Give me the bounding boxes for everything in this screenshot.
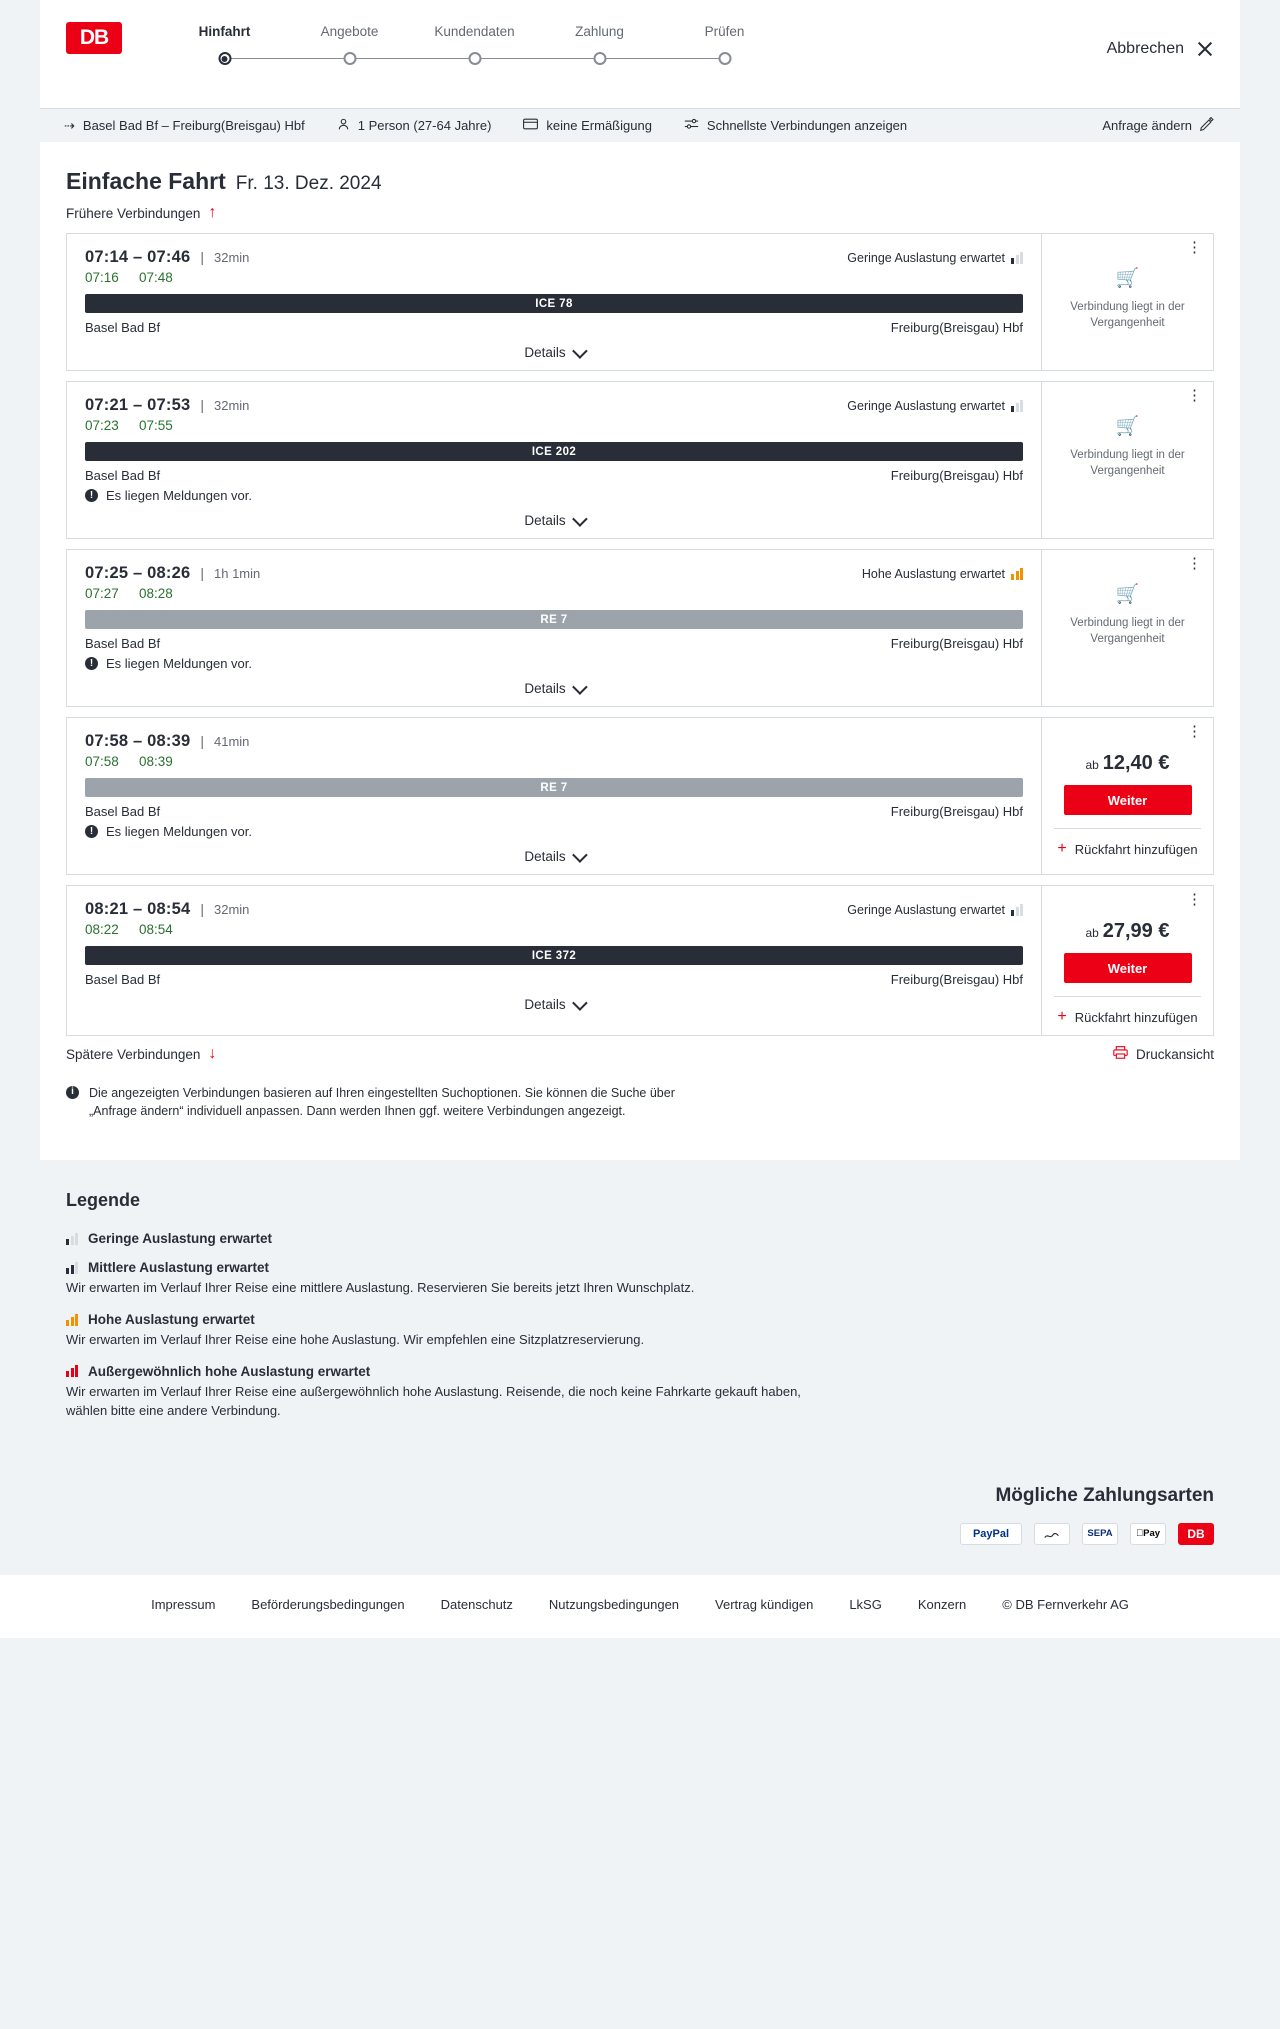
connection-details — [67, 886, 1041, 1035]
time-separator: | — [200, 249, 204, 265]
station-row — [85, 468, 1023, 483]
legend-item-label: Außergewöhnlich hohe Auslastung erwartet — [88, 1363, 371, 1379]
connection-action-panel — [1041, 718, 1213, 874]
legend-item-desc: Wir erwarten im Verlauf Ihrer Reise eine außergewöhnlich hohe Auslastung. Reisende, die noch keine Fahrkarte gekauft haben, wählen bitte eine andere Verbindung. — [66, 1383, 801, 1418]
step-dot-row — [662, 51, 787, 67]
results-bottom-row — [66, 1046, 1214, 1062]
details-label: Details — [524, 681, 566, 696]
checkout-stepper — [162, 24, 787, 67]
past-connection-text: Verbindung liegt in der Vergangenheit — [1070, 449, 1185, 477]
step-kundendaten[interactable] — [412, 24, 537, 67]
details-toggle[interactable] — [85, 345, 1023, 360]
more-options-icon[interactable]: ⋮ — [1187, 239, 1203, 256]
connection-message-label: Es liegen Meldungen vor. — [106, 824, 252, 839]
price-block — [1064, 752, 1192, 815]
departure-station: Basel Bad Bf — [85, 804, 161, 819]
summary-option-label: Schnellste Verbindungen anzeigen — [706, 118, 908, 133]
legend-section — [40, 1160, 1240, 1474]
sepa-icon: SEPA — [1082, 1523, 1118, 1545]
price-prefix: ab — [1085, 926, 1099, 940]
later-connections-label: Spätere Verbindungen — [66, 1046, 201, 1062]
connection-time-range: 07:25 – 08:26 — [85, 564, 191, 582]
utilization-icon — [1011, 400, 1023, 412]
details-label: Details — [524, 997, 566, 1012]
station-row — [85, 636, 1023, 651]
apple-pay-icon: Pay — [1130, 1523, 1166, 1545]
route-arrow-icon: ⇢ — [64, 117, 75, 133]
legend-item-head — [66, 1364, 1214, 1379]
payments-section — [40, 1475, 1240, 1575]
legend-item-desc: Wir erwarten im Verlauf Ihrer Reise eine mittlere Auslastung. Reservieren Sie bereits jetzt Ihren Wunschplatz. — [66, 1280, 695, 1296]
connection-message-label: Es liegen Meldungen vor. — [106, 488, 252, 503]
step-dot-row — [287, 51, 412, 67]
actual-times — [85, 418, 1023, 433]
price-value: 12,40 € — [1102, 752, 1170, 774]
earlier-connections-label: Frühere Verbindungen — [66, 205, 201, 221]
footer-link-lksg[interactable]: LkSG — [849, 1596, 882, 1612]
actual-departure: 07:58 — [85, 754, 119, 769]
footer-link-datenschutz[interactable]: Datenschutz — [440, 1596, 513, 1612]
step-label: Kundendaten — [434, 24, 515, 39]
connection-header — [85, 564, 1023, 583]
more-options-icon[interactable]: ⋮ — [1187, 723, 1203, 740]
connection-message[interactable] — [85, 824, 1023, 839]
actual-departure: 07:23 — [85, 418, 119, 433]
connection-action-panel — [1041, 550, 1213, 706]
page-title — [66, 168, 1214, 195]
connection-header — [85, 732, 1023, 751]
connection-details — [67, 550, 1041, 706]
arrival-station: Freiburg(Breisgau) Hbf — [890, 468, 1023, 483]
utilization-icon — [66, 1262, 78, 1274]
utilization-label: Geringe Auslastung erwartet — [847, 903, 1005, 917]
arrow-down-icon: ↓ — [208, 1045, 217, 1062]
arrival-station: Freiburg(Breisgau) Hbf — [890, 804, 1023, 819]
add-return-label: Rückfahrt hinzufügen — [1074, 1009, 1198, 1025]
warning-icon: ! — [85, 657, 98, 670]
summary-route[interactable] — [60, 118, 321, 134]
earlier-connections-button[interactable] — [66, 205, 1214, 221]
step-angebote[interactable] — [287, 24, 412, 67]
connection-action-panel — [1041, 886, 1213, 1035]
connection-duration: 1h 1min — [214, 566, 261, 581]
utilization-icon — [66, 1365, 78, 1377]
utilization-label: Geringe Auslastung erwartet — [847, 251, 1005, 265]
step-dot — [718, 52, 731, 65]
summary-discount-label: keine Ermäßigung — [546, 118, 652, 133]
actual-arrival: 07:48 — [139, 270, 173, 285]
add-return-button[interactable] — [1054, 996, 1201, 1035]
page-footer — [0, 1575, 1280, 1638]
step-label: Prüfen — [704, 24, 745, 39]
details-toggle[interactable] — [85, 849, 1023, 864]
train-badge[interactable]: RE 7 — [85, 610, 1023, 629]
actual-arrival: 08:28 — [139, 586, 173, 601]
chevron-down-icon — [572, 847, 588, 863]
legend-item-head — [66, 1231, 1214, 1246]
cart-crossed-icon: 🛒 — [1115, 268, 1140, 289]
step-zahlung[interactable] — [537, 24, 662, 67]
legend-item-label: Hohe Auslastung erwartet — [88, 1312, 255, 1328]
price-value: 27,99 € — [1102, 920, 1170, 942]
step-dot — [343, 52, 356, 65]
cart-crossed-icon: 🛒 — [1115, 416, 1140, 437]
later-connections-button[interactable] — [66, 1046, 216, 1062]
chevron-down-icon — [572, 343, 588, 359]
printer-icon — [1113, 1046, 1128, 1062]
step-label: Angebote — [320, 24, 379, 39]
utilization-icon — [1011, 568, 1023, 580]
chevron-down-icon — [572, 679, 588, 695]
connection-header — [85, 248, 1023, 267]
chevron-down-icon — [572, 511, 588, 527]
details-toggle[interactable] — [85, 513, 1023, 528]
warning-icon: ! — [85, 489, 98, 502]
station-row — [85, 972, 1023, 987]
step-label: Zahlung — [575, 24, 624, 39]
add-return-label: Rückfahrt hinzufügen — [1074, 841, 1198, 857]
summary-option[interactable] — [668, 118, 923, 133]
connection-header — [85, 900, 1023, 919]
close-icon — [1196, 40, 1214, 58]
connection-message[interactable] — [85, 656, 1023, 671]
continue-button[interactable]: Weiter — [1064, 953, 1192, 983]
actual-arrival: 07:55 — [139, 418, 173, 433]
utilization-info — [862, 567, 1023, 581]
step-hinfahrt[interactable] — [162, 24, 287, 67]
arrow-up-icon: ↑ — [208, 204, 217, 221]
departure-station: Basel Bad Bf — [85, 636, 161, 651]
paypal-icon: PayPal — [960, 1523, 1022, 1545]
print-view-label: Druckansicht — [1135, 1046, 1214, 1062]
connection-duration: 41min — [214, 734, 250, 749]
past-connection-info — [1054, 582, 1201, 647]
utilization-icon — [66, 1233, 78, 1245]
page-title-main: Einfache Fahrt — [66, 168, 226, 194]
search-summary-bar — [40, 108, 1240, 142]
actual-times — [85, 586, 1023, 601]
footer-link-beförderungsbedingungen[interactable]: Beförderungsbedingungen — [251, 1596, 405, 1612]
connection-time-range: 07:21 – 07:53 — [85, 396, 191, 414]
time-separator: | — [200, 397, 204, 413]
actual-arrival: 08:54 — [139, 922, 173, 937]
departure-station: Basel Bad Bf — [85, 468, 161, 483]
results-main — [40, 142, 1240, 1160]
utilization-label: Geringe Auslastung erwartet — [847, 399, 1005, 413]
plus-icon: + — [1057, 840, 1067, 857]
connection-row — [66, 717, 1214, 875]
utilization-info — [847, 251, 1023, 265]
actual-times — [85, 270, 1023, 285]
past-connection-info — [1054, 414, 1201, 479]
add-return-button[interactable] — [1054, 828, 1201, 867]
summary-passengers[interactable] — [321, 118, 508, 134]
step-dot — [468, 52, 481, 65]
search-info-note — [66, 1084, 706, 1120]
connection-action-panel — [1041, 234, 1213, 370]
step-dot — [218, 52, 231, 65]
connection-time-range: 08:21 – 08:54 — [85, 900, 191, 918]
details-toggle[interactable] — [85, 681, 1023, 696]
footer-copyright: © DB Fernverkehr AG — [1002, 1596, 1129, 1612]
footer-link-nutzungsbedingungen[interactable]: Nutzungsbedingungen — [548, 1596, 680, 1612]
filter-icon — [684, 118, 699, 133]
continue-button[interactable]: Weiter — [1064, 785, 1192, 815]
past-connection-text: Verbindung liegt in der Vergangenheit — [1070, 301, 1185, 329]
pencil-icon — [1200, 117, 1214, 134]
db-pay-icon: DB — [1178, 1523, 1214, 1545]
print-view-button[interactable] — [1113, 1046, 1214, 1062]
connection-row — [66, 549, 1214, 707]
arrival-station: Freiburg(Breisgau) Hbf — [890, 972, 1023, 987]
actual-times — [85, 754, 1023, 769]
utilization-icon — [1011, 904, 1023, 916]
more-options-icon[interactable]: ⋮ — [1187, 555, 1203, 572]
payment-icons — [66, 1523, 1214, 1545]
connection-row — [66, 233, 1214, 371]
connection-message[interactable] — [85, 488, 1023, 503]
past-connection-info — [1054, 266, 1201, 331]
chevron-down-icon — [572, 995, 588, 1011]
connection-details — [67, 382, 1041, 538]
direct-debit-icon — [1034, 1523, 1070, 1545]
cancel-label: Abbrechen — [1106, 40, 1184, 57]
footer-link-konzern[interactable]: Konzern — [917, 1596, 967, 1612]
time-separator: | — [200, 565, 204, 581]
past-connection-text: Verbindung liegt in der Vergangenheit — [1070, 617, 1185, 645]
price-block — [1064, 920, 1192, 983]
legend-item-label: Geringe Auslastung erwartet — [88, 1231, 273, 1247]
legend-item-head — [66, 1260, 1214, 1275]
more-options-icon[interactable]: ⋮ — [1187, 387, 1203, 404]
station-row — [85, 320, 1023, 335]
plus-icon: + — [1057, 1008, 1067, 1025]
details-label: Details — [524, 513, 566, 528]
db-logo: DB — [66, 22, 122, 54]
legend-title: Legende — [66, 1190, 141, 1211]
legend-item — [66, 1260, 1214, 1298]
arrival-station: Freiburg(Breisgau) Hbf — [890, 636, 1023, 651]
connection-duration: 32min — [214, 902, 250, 917]
footer-link-vertrag-kündigen[interactable]: Vertrag kündigen — [715, 1596, 814, 1612]
train-badge[interactable]: ICE 372 — [85, 946, 1023, 965]
utilization-icon — [66, 1314, 78, 1326]
connection-time-range: 07:14 – 07:46 — [85, 248, 191, 266]
step-prüfen[interactable] — [662, 24, 787, 67]
departure-station: Basel Bad Bf — [85, 320, 161, 335]
app-header — [40, 0, 1240, 108]
step-dot — [593, 52, 606, 65]
legend-item-head — [66, 1312, 1214, 1327]
legend-item-desc: Wir erwarten im Verlauf Ihrer Reise eine hohe Auslastung. Wir empfehlen eine Sitzplatzreservierung. — [66, 1332, 645, 1348]
footer-link-impressum[interactable]: Impressum — [151, 1596, 216, 1612]
connection-details — [67, 718, 1041, 874]
utilization-info — [847, 903, 1023, 917]
summary-passengers-label: 1 Person (27-64 Jahre) — [357, 118, 492, 133]
arrival-station: Freiburg(Breisgau) Hbf — [890, 320, 1023, 335]
legend-list — [66, 1231, 1214, 1420]
actual-departure: 07:27 — [85, 586, 119, 601]
legend-item — [66, 1231, 1214, 1246]
summary-route-label: Basel Bad Bf – Freiburg(Breisgau) Hbf — [82, 118, 305, 133]
time-separator: | — [200, 901, 204, 917]
connection-duration: 32min — [214, 398, 250, 413]
summary-discount[interactable] — [507, 118, 668, 133]
legend-item — [66, 1312, 1214, 1350]
payments-title: Mögliche Zahlungsarten — [995, 1484, 1214, 1506]
more-options-icon[interactable]: ⋮ — [1187, 891, 1203, 908]
step-dot-row — [412, 51, 537, 67]
utilization-icon — [1011, 252, 1023, 264]
price-prefix: ab — [1085, 758, 1099, 772]
connection-header — [85, 396, 1023, 415]
page-title-date: Fr. 13. Dez. 2024 — [235, 173, 382, 194]
info-icon: i — [66, 1086, 79, 1099]
actual-times — [85, 922, 1023, 937]
train-badge[interactable]: ICE 78 — [85, 294, 1023, 313]
card-icon — [523, 118, 538, 133]
legend-item-label: Mittlere Auslastung erwartet — [88, 1260, 270, 1276]
step-dot-row — [537, 51, 662, 67]
station-row — [85, 804, 1023, 819]
details-toggle[interactable] — [85, 997, 1023, 1012]
connection-row — [66, 381, 1214, 539]
step-label: Hinfahrt — [198, 24, 251, 39]
warning-icon: ! — [85, 825, 98, 838]
departure-station: Basel Bad Bf — [85, 972, 161, 987]
connection-time-range: 07:58 – 08:39 — [85, 732, 191, 750]
cart-crossed-icon: 🛒 — [1115, 584, 1140, 605]
details-label: Details — [524, 345, 566, 360]
details-label: Details — [524, 849, 566, 864]
cancel-button[interactable] — [1107, 40, 1214, 58]
actual-departure: 07:16 — [85, 270, 119, 285]
person-icon — [337, 118, 350, 134]
legend-item — [66, 1364, 1214, 1421]
actual-arrival: 08:39 — [139, 754, 173, 769]
connection-row — [66, 885, 1214, 1036]
actual-departure: 08:22 — [85, 922, 119, 937]
edit-request-label: Anfrage ändern — [1102, 118, 1192, 133]
connection-action-panel — [1041, 382, 1213, 538]
connection-list — [66, 233, 1214, 1036]
connection-duration: 32min — [214, 250, 250, 265]
train-badge[interactable]: ICE 202 — [85, 442, 1023, 461]
utilization-info — [847, 399, 1023, 413]
step-dot-row — [162, 51, 287, 67]
utilization-label: Hohe Auslastung erwartet — [861, 567, 1005, 581]
connection-details — [67, 234, 1041, 370]
edit-request-button[interactable] — [1102, 117, 1220, 134]
search-info-text: Die angezeigten Verbindungen basieren auf Ihren eingestellten Suchoptionen. Sie können die Suche über „Anfrage ändern“ individuell anpassen. Dann werden Ihnen ggf. weitere Verbindungen angezeigt. — [89, 1086, 675, 1119]
time-separator: | — [200, 733, 204, 749]
connection-message-label: Es liegen Meldungen vor. — [106, 656, 252, 671]
train-badge[interactable]: RE 7 — [85, 778, 1023, 797]
